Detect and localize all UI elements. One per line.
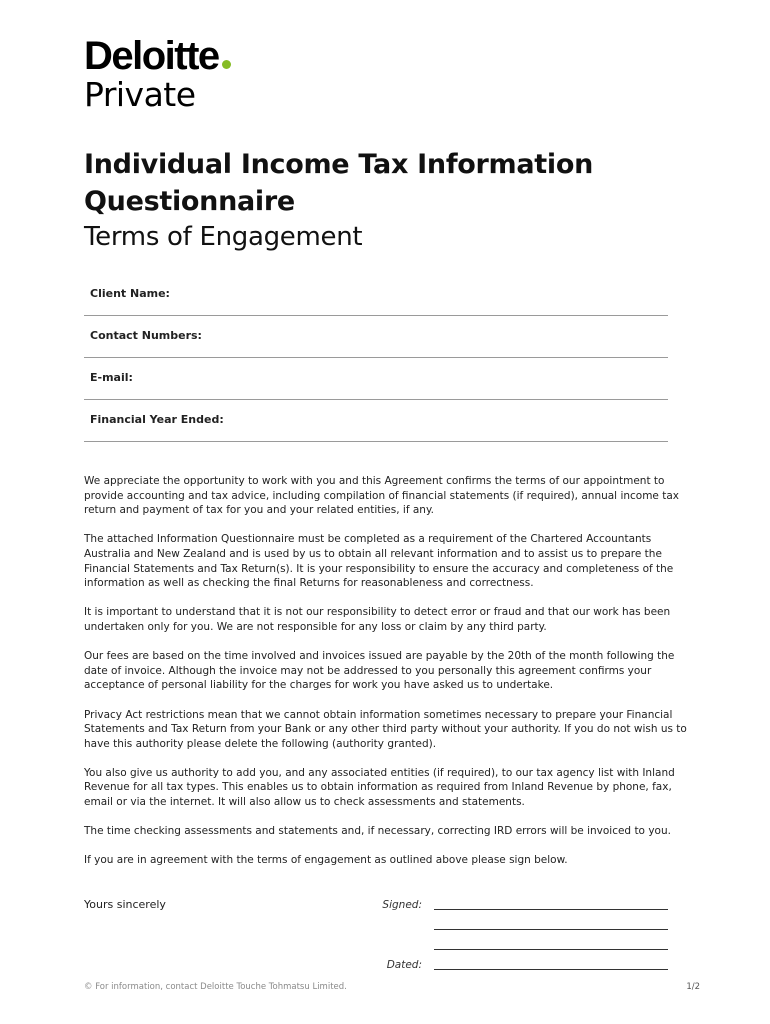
page-number: 1/2 bbox=[686, 982, 700, 992]
terms-body bbox=[84, 474, 690, 883]
deloitte-private-logo bbox=[84, 34, 231, 114]
logo-green-dot-icon bbox=[222, 60, 231, 69]
yours-sincerely: Yours sincerely bbox=[84, 898, 166, 911]
paragraph-appreciation: We appreciate the opportunity to work with you and this Agreement confirms the terms of our appointment to provide accounting and tax advice, including compilation of financial statements (if required), annual income tax return and payment of tax for you and your related entities, if any. bbox=[84, 475, 679, 517]
document-title: Individual Income Tax Information Questionnaire bbox=[84, 149, 594, 217]
client-name-label: Client Name: bbox=[90, 287, 170, 300]
paragraph-tax-agency-authority: You also give us authority to add you, and any associated entities (if required), to our tax agency list with Inland Revenue for all tax types. This enables us to obtain information as required from Inland Revenue by phone, fax, email or via the internet. It will also allow us to check assessments and statements. bbox=[84, 766, 675, 809]
financial-year-ended-label: Financial Year Ended: bbox=[90, 413, 224, 426]
date-line[interactable] bbox=[434, 969, 668, 970]
signature-line-3[interactable] bbox=[434, 949, 668, 950]
contact-numbers-field[interactable] bbox=[84, 315, 668, 358]
signature-line-1[interactable] bbox=[434, 909, 668, 910]
paragraph-agreement: If you are in agreement with the terms of engagement as outlined above please sign below. bbox=[84, 854, 568, 867]
email-label: E-mail: bbox=[90, 371, 133, 384]
dated-label: Dated: bbox=[386, 959, 422, 971]
paragraph-fees: Our fees are based on the time involved and invoices issued are payable by the 20th of the month following the date of invoice. Although the invoice may not be addressed to you personally this agreement confirms your acceptance of personal liability for the charges for work you have asked us to undertake. bbox=[84, 650, 675, 692]
paragraph-questionnaire-requirement: The attached Information Questionnaire must be completed as a requirement of the Chartered Accountants Australia and New Zealand and is used by us to obtain all relevant information and to assist us to prepare the Financial Statements and Tax Return(s). It is your responsibility to ensure the accuracy and completeness of the information as well as checking the final Returns for reasonableness and correctness. bbox=[84, 533, 674, 590]
document-subtitle: Terms of Engagement bbox=[84, 222, 363, 252]
logo-brand bbox=[84, 36, 231, 76]
footer-copyright: © For information, contact Deloitte Touche Tohmatsu Limited. bbox=[84, 982, 347, 992]
contact-numbers-label: Contact Numbers: bbox=[90, 329, 202, 342]
logo-brand-text: Deloitte bbox=[84, 34, 219, 78]
paragraph-privacy-act: Privacy Act restrictions mean that we cannot obtain information sometimes necessary to prepare your Financial Statements and Tax Return from your Bank or any other third party without your authority. If you do not wish us to have this authority please delete the following (authority granted). bbox=[84, 708, 687, 750]
signed-label: Signed: bbox=[382, 899, 422, 911]
financial-year-ended-field[interactable] bbox=[84, 399, 668, 442]
paragraph-responsibility: It is important to understand that it is not our responsibility to detect error or fraud and that our work has been undertaken only for you. We are not responsible for any loss or claim by any third party. bbox=[84, 606, 671, 633]
logo-sub-text: Private bbox=[84, 75, 196, 114]
signature-line-2[interactable] bbox=[434, 929, 668, 930]
email-field[interactable] bbox=[84, 357, 668, 400]
paragraph-ird-errors: The time checking assessments and statements and, if necessary, correcting IRD errors will be invoiced to you. bbox=[84, 825, 671, 838]
client-name-field[interactable] bbox=[84, 273, 668, 316]
